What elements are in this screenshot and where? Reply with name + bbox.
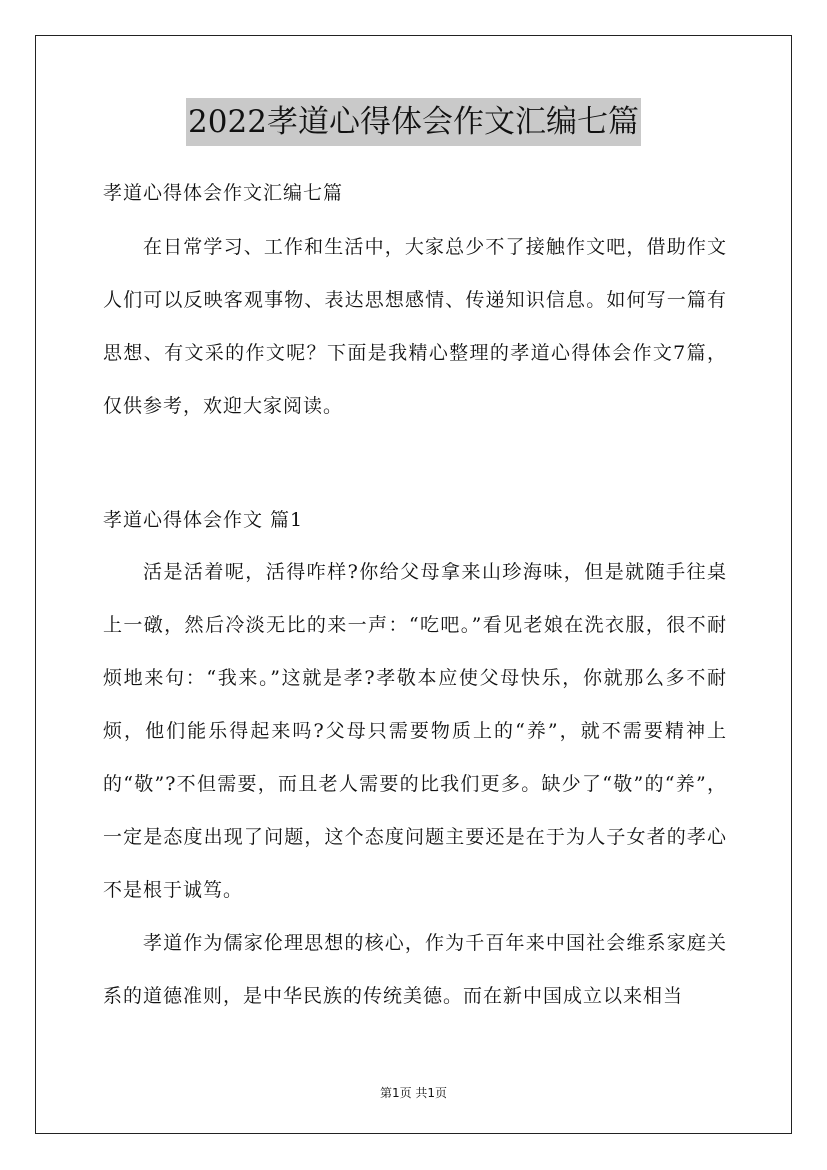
intro-text: 在日常学习、工作和生活中，大家总少不了接触作文吧，借助作文人们可以反映客观事物、表达思想感情、传递知识信息。如何写一篇有思想、有文采的作文呢？下面是我精心整理的孝道心得体会作文7篇，仅供参考，欢迎大家阅读。: [103, 236, 727, 417]
intro-paragraph: [103, 221, 727, 433]
title-container: [0, 98, 827, 146]
page-footer: 第1页 共1页: [379, 1086, 448, 1100]
section-1-paragraph-2: 孝道作为儒家伦理思想的核心，作为千百年来中国社会维系家庭关系的道德准则，是中华民族的传统美德。而在新中国成立以来相当: [103, 932, 727, 1007]
document-title: 2022孝道心得体会作文汇编七篇: [186, 98, 641, 146]
section-1-body: [103, 546, 727, 1023]
document-subtitle: 孝道心得体会作文汇编七篇: [103, 182, 344, 204]
section-1-paragraph-1: 活是活着呢，活得咋样?你给父母拿来山珍海味，但是就随手往桌上一礅，然后冷淡无比的来一声：“吃吧。”看见老娘在洗衣服，很不耐烦地来句：“我来。”这就是孝?孝敬本应使父母快乐，你就那么多不耐烦，他们能乐得起来吗?父母只需要物质上的“养”，就不需要精神上的“敬”?不但需要，而且老人需要的比我们更多。缺少了“敬”的“养”，一定是态度出现了问题，这个态度问题主要还是在于为人子女者的孝心不是根于诚笃。: [103, 561, 727, 901]
section-heading-1: 孝道心得体会作文 篇1: [103, 509, 304, 531]
